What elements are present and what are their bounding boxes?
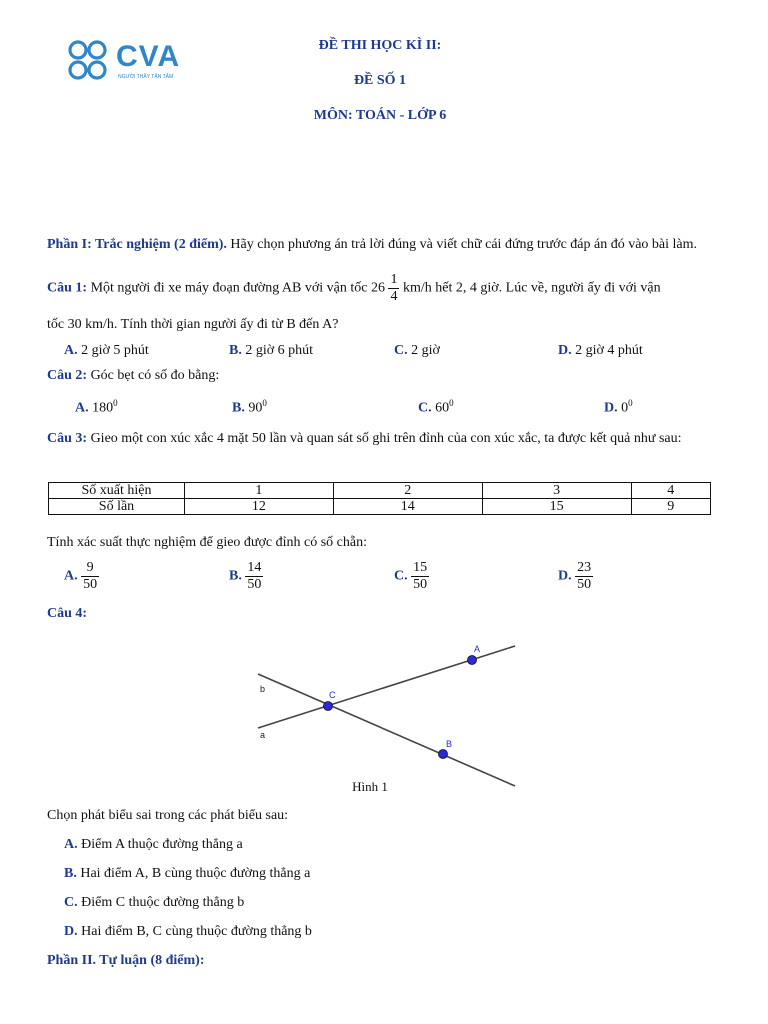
table-row (49, 499, 711, 515)
q1-option-b (229, 343, 313, 359)
table-cell: 15 (482, 499, 631, 515)
table-cell: 4 (631, 483, 710, 499)
q1-frac-num: 1 (390, 272, 398, 287)
fraction-den: 50 (577, 577, 592, 592)
label-line-a: a (260, 730, 266, 740)
q1-option-letter: A. (64, 343, 78, 358)
q3-text: Gieo một con xúc xắc 4 mặt 50 lần và quan sát số ghi trên đỉnh của con xúc xắc, ta được kết quả như sau: (90, 431, 682, 446)
figure-caption: Hình 1 (352, 779, 388, 794)
q3-question: Tính xác suất thực nghiệm để gieo được đỉnh có số chẵn: (47, 535, 367, 550)
part1-heading: Phần I: Trắc nghiệm (2 điểm). (47, 237, 227, 252)
q3-option-letter: D. (558, 568, 572, 584)
q4-option-text: Hai điểm B, C cùng thuộc đường thẳng b (81, 924, 312, 939)
q4-option-letter: A. (64, 837, 78, 852)
q4-label: Câu 4: (47, 606, 88, 621)
q1-option-text: 2 giờ (411, 343, 440, 358)
point-b (439, 750, 448, 759)
q1-option-d (558, 343, 643, 359)
table-cell: 1 (185, 483, 334, 499)
q3-option-letter: A. (64, 568, 78, 584)
q3-option-d (558, 560, 593, 593)
label-point-a: A (474, 644, 481, 654)
q2-option-value: 90 (248, 400, 263, 416)
degree-sup: 0 (262, 398, 267, 408)
q1-fraction (388, 272, 399, 305)
q1-text-a: Một người đi xe máy đoạn đường AB với vận tốc 26 (90, 280, 385, 296)
fraction-num: 9 (81, 560, 99, 577)
logo-tagline: NGƯỜI THẦY TẬN TÂM (118, 74, 174, 80)
geometry-figure (250, 638, 530, 798)
table-cell: 3 (482, 483, 631, 499)
q4-option-text: Điểm C thuộc đường thẳng b (81, 895, 245, 910)
degree-sup: 0 (628, 398, 633, 408)
q3-option-letter: B. (229, 568, 242, 584)
table-cell: 14 (333, 499, 482, 515)
q2-option-a (75, 398, 118, 417)
q3-label: Câu 3: (47, 431, 88, 446)
q1-option-a (64, 343, 149, 359)
logo (64, 38, 184, 84)
q1-option-text: 2 giờ 4 phút (575, 343, 643, 358)
q2-option-letter: B. (232, 400, 245, 416)
q2-option-letter: C. (418, 400, 432, 416)
frequency-table (48, 482, 711, 515)
q4-option-d (64, 924, 312, 940)
q2-option-value: 60 (435, 400, 450, 416)
q4-option-a (64, 837, 243, 853)
q3-option-fraction (245, 560, 263, 593)
q1-text-b: km/h hết 2, 4 giờ. Lúc về, người ấy đi với vận (402, 280, 661, 296)
logo-text: CVA (116, 40, 181, 73)
q2-option-c (418, 398, 454, 417)
point-a (468, 656, 477, 665)
point-c (324, 702, 333, 711)
q2-option-b (232, 398, 267, 417)
q2-option-letter: D. (604, 400, 618, 416)
q1-option-c (394, 343, 440, 359)
q1-option-letter: D. (558, 343, 572, 358)
q3-option-fraction (411, 560, 429, 593)
q2-text: Góc bẹt có số đo bằng: (90, 368, 220, 383)
table-cell: 12 (185, 499, 334, 515)
q1-option-text: 2 giờ 6 phút (245, 343, 314, 358)
part2-heading: Phần II. Tự luận (8 điểm): (47, 953, 205, 968)
q2-option-value: 0 (621, 400, 629, 416)
label-point-b: B (446, 739, 453, 749)
q4-question: Chọn phát biểu sai trong các phát biểu sau: (47, 808, 289, 823)
q1-option-letter: C. (394, 343, 408, 358)
q4-option-text: Hai điểm A, B cùng thuộc đường thẳng a (80, 866, 311, 881)
clover-logo-icon (64, 38, 112, 84)
q1-option-letter: B. (229, 343, 242, 358)
q4-option-b (64, 866, 310, 882)
q4-option-text: Điểm A thuộc đường thẳng a (81, 837, 243, 852)
label-line-b: b (260, 684, 266, 694)
q2-label: Câu 2: (47, 368, 88, 383)
q3-option-a (64, 560, 99, 593)
exam-number: ĐỀ SỐ 1 (353, 73, 407, 88)
q2-line (47, 368, 219, 384)
q3-option-fraction (81, 560, 99, 593)
part1-block (47, 235, 722, 254)
table-cell: 9 (631, 499, 710, 515)
q2-option-d (604, 398, 633, 417)
fraction-den: 50 (413, 577, 428, 592)
q3-option-fraction (575, 560, 593, 593)
table-cell: Số xuất hiện (49, 483, 185, 499)
fraction-den: 50 (247, 577, 262, 592)
q1-line1 (47, 272, 727, 305)
exam-title: ĐỀ THI HỌC KÌ II: (318, 38, 442, 53)
line-a (258, 674, 515, 786)
fraction-num: 15 (413, 560, 428, 575)
q1-label: Câu 1: (47, 280, 88, 296)
part1-instruction: Hãy chọn phương án trả lời đúng và viết chữ cái đứng trước đáp án đó vào bài làm. (230, 237, 698, 252)
q3-option-b (229, 560, 263, 593)
q1-frac-den: 4 (390, 289, 398, 304)
q4-option-letter: B. (64, 866, 77, 881)
q3-option-c (394, 560, 429, 593)
table-cell: Số lần (49, 499, 185, 515)
q1-line2: tốc 30 km/h. Tính thời gian người ấy đi từ B đến A? (47, 317, 339, 332)
label-point-c: C (329, 690, 336, 700)
q1-option-text: 2 giờ 5 phút (81, 343, 149, 358)
degree-sup: 0 (113, 398, 118, 408)
q4-option-c (64, 895, 244, 911)
q2-option-value: 180 (92, 400, 114, 416)
q3-block (47, 427, 722, 451)
table-row (49, 483, 711, 499)
subject-title: MÔN: TOÁN - LỚP 6 (313, 108, 447, 123)
q3-option-letter: C. (394, 568, 408, 584)
q2-option-letter: A. (75, 400, 89, 416)
q4-option-letter: D. (64, 924, 78, 939)
table-cell: 2 (333, 483, 482, 499)
fraction-num: 23 (577, 560, 592, 575)
fraction-num: 14 (247, 560, 262, 575)
degree-sup: 0 (449, 398, 454, 408)
q4-option-letter: C. (64, 895, 78, 910)
fraction-den: 50 (83, 577, 98, 592)
